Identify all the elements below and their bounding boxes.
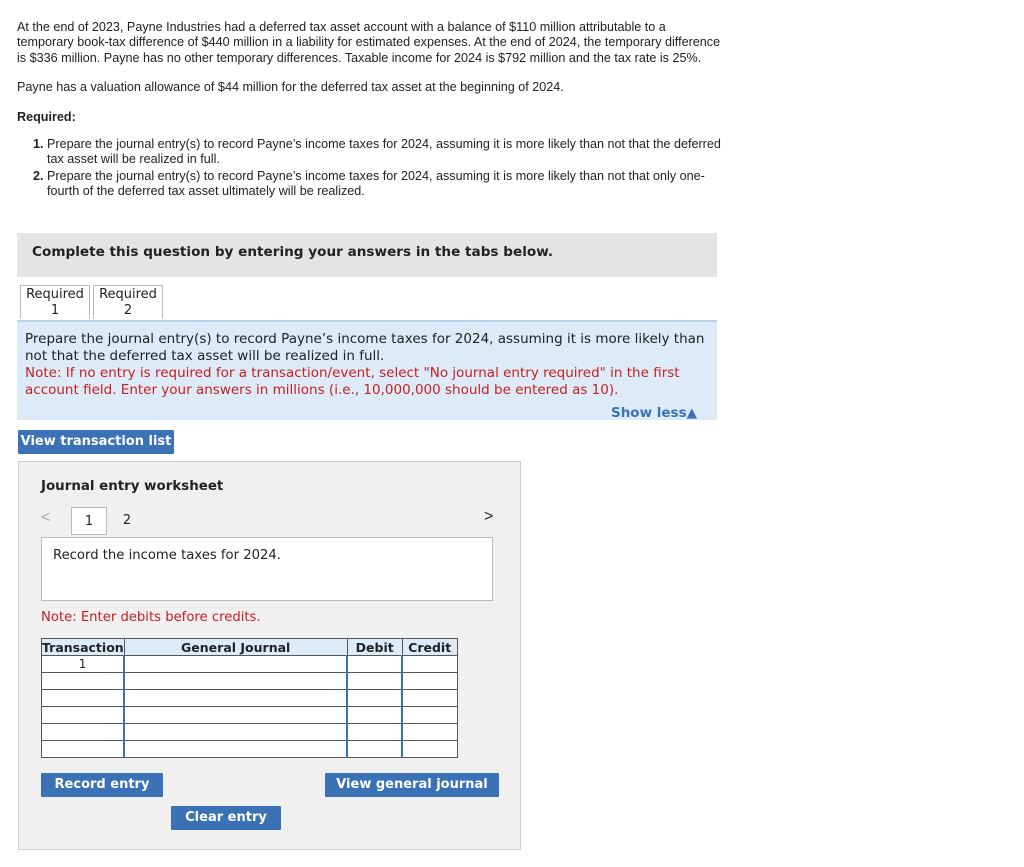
required-item: 1. Prepare the journal entry(s) to record Payne’s income taxes for 2024, assuming it is more likely than not that the deferred tax asset will be realized in full. — [47, 137, 722, 168]
transaction-cell — [42, 724, 125, 741]
page-1-button[interactable]: 1 — [71, 507, 107, 535]
credit-input[interactable] — [402, 724, 457, 741]
instructions-banner — [17, 233, 717, 277]
journal-entry-worksheet — [18, 461, 521, 850]
view-general-journal-button[interactable]: View general journal — [325, 773, 499, 797]
tab-required-1[interactable] — [20, 285, 90, 319]
account-input[interactable] — [124, 673, 347, 690]
required-item: 2. Prepare the journal entry(s) to record Payne’s income taxes for 2024, assuming it is more likely than not that only one-fourth of the deferred tax asset ultimately will be realized. — [47, 169, 722, 200]
view-transaction-list-button[interactable]: View transaction list — [18, 430, 174, 454]
debit-input[interactable] — [347, 690, 402, 707]
credit-input[interactable] — [402, 741, 457, 758]
table-row — [42, 673, 458, 690]
problem-statement — [17, 20, 722, 201]
account-input[interactable] — [124, 707, 347, 724]
tab-label: Required — [99, 287, 157, 302]
credit-header: Credit — [402, 639, 457, 656]
worksheet-title: Journal entry worksheet — [41, 479, 224, 494]
credit-input[interactable] — [402, 673, 457, 690]
tab-number: 2 — [123, 303, 133, 318]
next-page-icon[interactable]: > — [484, 508, 494, 525]
account-input[interactable] — [124, 741, 347, 758]
required-heading: Required: — [17, 109, 76, 124]
tab-number: 1 — [50, 303, 60, 318]
general-journal-header: General Journal — [124, 639, 347, 656]
tab-label: Required — [26, 287, 84, 302]
banner-text: Complete this question by entering your answers in the tabs below. — [32, 244, 554, 260]
tab-panel — [17, 320, 717, 420]
table-row — [42, 741, 458, 758]
debit-input[interactable] — [347, 707, 402, 724]
debit-header: Debit — [347, 639, 402, 656]
table-header-row — [42, 639, 458, 656]
table-row — [42, 724, 458, 741]
transaction-cell — [42, 707, 125, 724]
debit-input[interactable] — [347, 673, 402, 690]
debit-input[interactable] — [347, 724, 402, 741]
debit-input[interactable] — [347, 741, 402, 758]
required-list — [17, 137, 722, 200]
clear-entry-button[interactable]: Clear entry — [171, 806, 281, 830]
table-row — [42, 656, 458, 673]
journal-table — [41, 638, 458, 758]
show-less-link[interactable]: Show less▲ — [610, 405, 697, 421]
credit-input[interactable] — [402, 707, 457, 724]
account-input[interactable] — [124, 724, 347, 741]
problem-paragraph: Payne has a valuation allowance of $44 million for the deferred tax asset at the beginning of 2024. — [17, 80, 564, 95]
problem-paragraph: At the end of 2023, Payne Industries had a deferred tax asset account with a balance of $110 million attributable to a temporary book-tax difference of $440 million in a liability for estimated expenses. At the end of 2024, the temporary difference is $336 million. Payne has no other temporary differences. Taxable income for 2024 is $792 million and the tax rate is 25%. — [17, 20, 721, 65]
transaction-cell: 1 — [42, 656, 125, 673]
transaction-cell — [42, 690, 125, 707]
tab-instruction: Prepare the journal entry(s) to record Payne’s income taxes for 2024, assuming it is more likely than not that the deferred tax asset will be realized in full. — [25, 331, 705, 364]
entry-description: Record the income taxes for 2024. — [53, 548, 281, 563]
transaction-cell — [42, 673, 125, 690]
transaction-cell — [42, 741, 125, 758]
entry-description-box — [41, 537, 493, 601]
tab-note: Note: If no entry is required for a transaction/event, select "No journal entry required" in the first account field. Enter your answers in millions (i.e., 10,000,000 should be entered as 10). — [25, 365, 680, 398]
record-entry-button[interactable]: Record entry — [41, 773, 163, 797]
page-2-button[interactable]: 2 — [122, 513, 132, 528]
table-row — [42, 707, 458, 724]
debit-input[interactable] — [347, 656, 402, 673]
credit-input[interactable] — [402, 656, 457, 673]
account-input[interactable] — [124, 690, 347, 707]
tab-required-2[interactable] — [93, 285, 163, 319]
transaction-header: Transaction — [42, 639, 124, 655]
credit-input[interactable] — [402, 690, 457, 707]
debit-credit-note: Note: Enter debits before credits. — [41, 610, 261, 625]
account-input[interactable] — [124, 656, 347, 673]
prev-page-icon[interactable]: < — [41, 509, 51, 526]
table-row — [42, 690, 458, 707]
